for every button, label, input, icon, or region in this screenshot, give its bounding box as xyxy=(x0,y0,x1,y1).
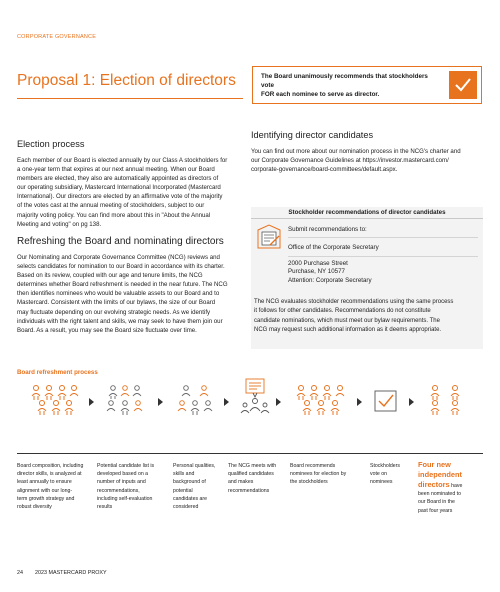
page-footer xyxy=(17,570,119,576)
page-number: 24 xyxy=(17,570,23,576)
arrow-right-icon xyxy=(89,398,94,406)
arrow-right-icon xyxy=(409,398,414,406)
identifying-heading: Identifying director candidates xyxy=(251,130,374,140)
arrow-right-icon xyxy=(357,398,362,406)
document-name: 2023 MASTERCARD PROXY xyxy=(35,570,107,576)
stockholder-box-title: Stockholder recommendations of director candidates xyxy=(251,207,483,219)
page-title: Proposal 1: Election of directors xyxy=(17,72,236,89)
refreshing-heading: Refreshing the Board and nominating directors xyxy=(17,236,224,247)
process-step-4: The NCG meets with qualified candidates and makes recommendations xyxy=(228,463,277,494)
process-step-1: Board composition, including director skills, is analyzed at least annually to ensure alignment with our long- term growth strategy and robust diversity xyxy=(17,463,84,511)
arrow-right-icon xyxy=(224,398,229,406)
people-skills-icon xyxy=(176,384,216,421)
election-heading: Election process xyxy=(17,139,85,149)
process-step-3: Personal qualities, skills and background of potential candidates are considered xyxy=(173,463,216,511)
board-group-icon xyxy=(295,384,347,421)
process-step-final: Four new independent directors have been nominated to our Board in the past four years xyxy=(418,460,463,514)
new-directors-icon xyxy=(428,384,462,421)
stockholder-recommendations-box xyxy=(251,207,483,349)
process-step-5: Board recommends nominees for election by the stockholders xyxy=(290,463,347,486)
stockholder-box-paragraph: The NCG evaluates stockholder recommendations using the same process it follows for other candidates. Recommendations do not constitute candidate nominations, which must meet our bylaw requirements. The NCG may request such additional information as it deems appropriate. xyxy=(254,299,454,333)
process-step-2: Potential candidate list is developed based on a number of inputs and recommendations, including self-evaluation results xyxy=(97,463,155,511)
section-label: CORPORATE GOVERNANCE xyxy=(17,34,97,40)
process-step-6: Stockholders vote on nominees xyxy=(370,463,400,486)
refreshing-paragraph: Our Nominating and Corporate Governance Committee (NCG) reviews and selects candidates for nomination to our Board in accordance with its charter. Based on its review, coupled with our age and tenure limits, the NCG determines whether Board refreshment is needed in the near future. The NCG then identifies nominees who would be valuable assets to our Board and to Mastercard. Consistent with the limits of our bylaws, the size of our Board may fluctuate depending on our evolving strategic needs. As we identify individuals with the right talent and skills, we may seek to have them join our Board. As a result, you may see the Board size fluctuate over time. xyxy=(17,254,228,334)
process-divider xyxy=(17,453,483,454)
election-paragraph: Each member of our Board is elected annually by our Class A stockholders for a one-year term that expires at our next annual meeting. When our Board members are elected, they also are automatically appointed as directors of our operating subsidiary, Mastercard International Incorporated (Mastercard International). Our directors are elected by an affirmative vote of the majority of the votes cast at the annual meeting of stockholders, subject to our majority voting policy. You can find more about this in "About the Annual Meeting and voting" on pg 138. xyxy=(17,157,228,228)
stockholder-box-details: Submit recommendations to: Office of the Corporate Secretary 2000 Purchase Street Purchase, NY 10577 Attention: Corporate Secretary xyxy=(288,223,478,285)
checkbox-vote-icon xyxy=(374,390,398,417)
recommendation-text: The Board unanimously recommends that stockholders vote FOR each nominee to serve as director. xyxy=(261,72,428,98)
process-title: Board refreshment process xyxy=(17,369,98,376)
checkmark-icon xyxy=(449,71,477,99)
arrow-right-icon xyxy=(276,398,281,406)
identifying-paragraph: You can find out more about our nomination process in the NCG's charter and our Corporate Governance Guidelines at https://investor.mastercard.com/ corporate-governance/board-committees/default.aspx. xyxy=(251,148,461,174)
recommendation-box xyxy=(252,66,482,104)
group-of-people-icon xyxy=(30,384,80,421)
document-edit-icon xyxy=(255,224,283,257)
candidate-people-icon xyxy=(105,384,145,421)
meeting-presentation-icon xyxy=(240,378,270,423)
title-divider xyxy=(17,98,243,99)
arrow-right-icon xyxy=(158,398,163,406)
